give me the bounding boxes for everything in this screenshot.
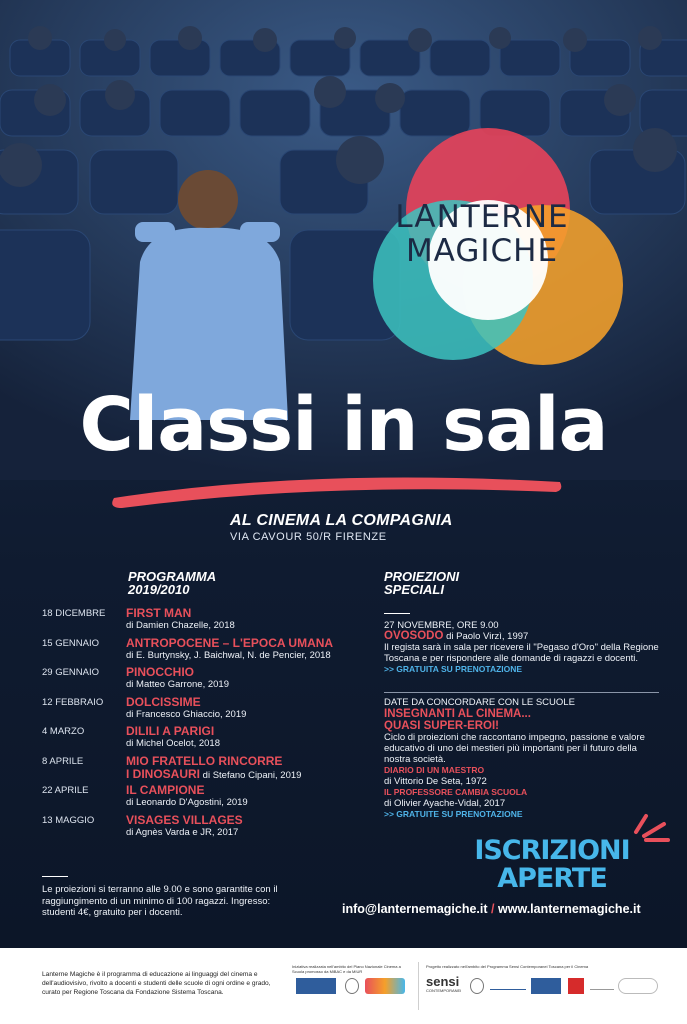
item-date: 4 MARZO <box>42 726 85 737</box>
emblem-logo <box>345 978 359 994</box>
sensi-logo-text: sensi <box>426 974 460 989</box>
item-date: 29 GENNAIO <box>42 667 100 678</box>
footer-small-text-1: Iniziativa realizzata nell'ambito del Piano Nazionale Cinema a Scuola promosso da MiBAC e da MIUR <box>292 964 401 974</box>
special-event-ovosodo <box>384 620 659 675</box>
list-item <box>42 637 372 667</box>
contact-line <box>342 902 641 916</box>
sensi-contemporanei-logo <box>426 975 466 993</box>
item-title: ANTROPOCENE – L'EPOCA UMANA <box>126 635 334 650</box>
event-title-line2: QUASI SUPER-EROI! <box>384 720 500 732</box>
toscana-logo <box>568 978 584 994</box>
speciali-heading-line1: PROIEZIONI <box>384 569 460 584</box>
event-title: INSEGNANTI AL CINEMA... <box>384 708 531 720</box>
speciali-heading-line2: SPECIALI <box>384 582 444 597</box>
event-text: Ciclo di proiezioni che raccontano impegno, passione e valore educativo di uno dei mestieri più importanti per il futuro della nostra società. <box>384 732 645 765</box>
item-subtitle: di Francesco Ghiaccio, 2019 <box>126 708 247 720</box>
cinema-dept-logo <box>531 978 561 994</box>
sensi-logo-sub: CONTEMPORANEI <box>426 988 462 993</box>
item-subtitle-line <box>126 767 301 781</box>
item-title: MIO FRATELLO RINCORRE <box>126 753 283 768</box>
divider <box>384 613 410 614</box>
miur-logo <box>365 978 405 994</box>
item-date: 8 APRILE <box>42 755 84 767</box>
programma-heading <box>128 570 216 596</box>
item-subtitle: di Michel Ocelot, 2018 <box>126 738 220 749</box>
emblem-logo-2 <box>470 978 484 994</box>
film2-sub: di Olivier Ayache-Vidal, 2017 <box>384 798 506 809</box>
programma-heading-line2: 2019/2010 <box>128 582 190 597</box>
info-note: Le proiezioni si terranno alle 9.00 e sono garantite con il raggiungimento di un minimo di 100 ragazzi. Ingresso: studenti 4€, gratuito per i docenti. <box>42 884 278 918</box>
item-title-line2: I DINOSAURI <box>126 766 201 781</box>
speciali-heading <box>384 570 459 596</box>
booking-link[interactable]: >> GRATUITE SU PRENOTAZIONE <box>384 809 523 819</box>
item-subtitle: di Leonardo D'Agostini, 2019 <box>126 797 248 808</box>
divider <box>42 876 68 877</box>
event-date: DATE DA CONCORDARE CON LE SCUOLE <box>384 697 575 708</box>
list-item <box>42 725 372 755</box>
list-item <box>42 607 372 637</box>
event-date: 27 NOVEMBRE, ORE 9.00 <box>384 620 499 631</box>
event-title-line <box>384 631 659 642</box>
logo-text <box>392 200 572 268</box>
film2-title: IL PROFESSORE CAMBIA SCUOLA <box>384 787 528 797</box>
event-title: OVOSODO <box>384 630 444 642</box>
logo-line1: LANTERNE <box>395 199 569 235</box>
item-subtitle: di E. Burtynsky, J. Baichwal, N. de Pencier, 2018 <box>126 649 331 661</box>
page-title: Classi in sala <box>79 382 608 468</box>
footer-text: Lanterne Magiche è il programma di educazione ai linguaggi del cinema e dell'audiovisivo, rivolto a docenti e studenti delle scuole di ogni ordine e grado, curato per Regione Toscana da Fondazione Sistema Toscana. <box>42 971 271 996</box>
separator: / <box>491 902 495 916</box>
footer-divider <box>418 962 419 1010</box>
item-subtitle: di Stefano Cipani, 2019 <box>202 769 302 781</box>
item-title: IL CAMPIONE <box>126 783 205 797</box>
item-subtitle: di Matteo Garrone, 2019 <box>126 679 229 690</box>
programma-list <box>42 607 372 843</box>
film1-sub: di Vittorio De Seta, 1972 <box>384 776 487 787</box>
list-item <box>42 696 372 726</box>
item-title: VISAGES VILLAGES <box>126 812 243 827</box>
item-date: 22 APRILE <box>42 785 89 796</box>
item-subtitle: di Damien Chazelle, 2018 <box>126 620 235 631</box>
film1-title: DIARIO DI UN MAESTRO <box>384 765 485 775</box>
fondazione-logo <box>618 978 658 994</box>
email-link[interactable]: info@lanternemagiche.it <box>342 902 488 916</box>
divider <box>384 692 659 693</box>
venue-address: VIA CAVOUR 50/R FIRENZE <box>230 531 387 543</box>
mibac-logo <box>296 978 336 994</box>
iscrizioni-line1: ISCRIZIONI <box>474 835 630 866</box>
logo-line2: MAGICHE <box>405 233 559 269</box>
list-item <box>42 755 372 785</box>
iscrizioni-aperte <box>462 837 642 893</box>
item-date: 15 GENNAIO <box>42 637 100 649</box>
venue-name: AL CINEMA LA COMPAGNIA <box>230 512 453 529</box>
booking-link[interactable]: >> GRATUITA SU PRENOTAZIONE <box>384 664 523 674</box>
item-title: PINOCCHIO <box>126 665 195 679</box>
special-event-insegnanti <box>384 697 659 820</box>
website-link[interactable]: www.lanternemagiche.it <box>498 902 641 916</box>
signature-logo <box>490 982 526 990</box>
list-item <box>42 784 372 814</box>
event-text: Il regista sarà in sala per ricevere il "Pegaso d'Oro" della Regione Toscana e per rispondere alle domande di ragazzi e docenti. <box>384 642 659 664</box>
list-item <box>42 814 372 844</box>
list-item <box>42 666 372 696</box>
item-title: DOLCISSIME <box>126 694 201 709</box>
iscrizioni-line2: APERTE <box>497 863 607 894</box>
item-title: DILILI A PARIGI <box>126 724 215 738</box>
red-swoosh-underline <box>108 470 568 510</box>
footer <box>0 948 687 1024</box>
item-date: 18 DICEMBRE <box>42 608 106 619</box>
item-date: 13 MAGGIO <box>42 814 95 826</box>
footer-small-text-2: Progetto realizzato nell'ambito del Programma Sensi Contemporanei Toscana per il Cinema <box>426 964 589 969</box>
event-director: di Paolo Virzì, 1997 <box>443 631 529 642</box>
regione-toscana-logo <box>590 982 614 990</box>
item-subtitle: di Agnès Varda e JR, 2017 <box>126 826 239 838</box>
item-date: 12 FEBBRAIO <box>42 696 104 708</box>
item-title: FIRST MAN <box>126 606 192 620</box>
programma-heading-line1: PROGRAMMA <box>128 569 217 584</box>
